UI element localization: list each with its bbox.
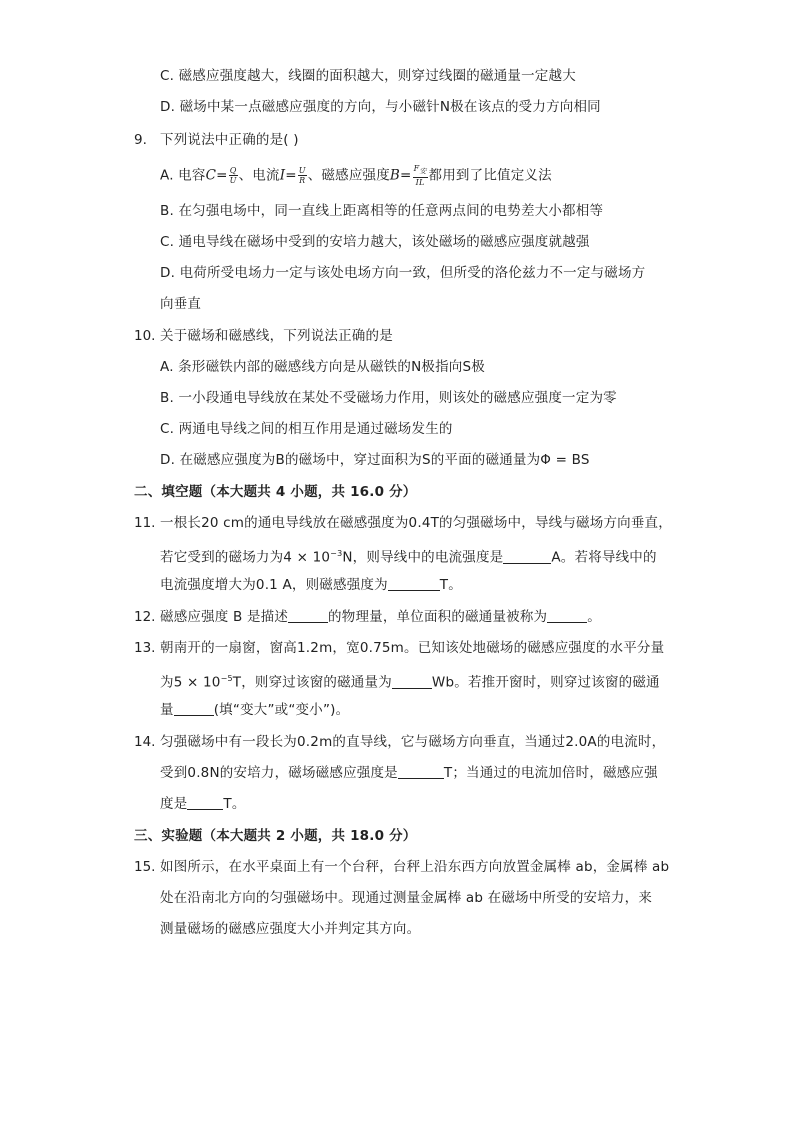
q14-line3-a: 度是 [160, 796, 188, 812]
q11-blank-1[interactable] [503, 549, 551, 564]
q13-line2-a: 为5 × 10 [160, 674, 221, 691]
q13-blank-1[interactable] [392, 674, 432, 689]
q14-blank-1[interactable] [398, 764, 444, 779]
q14-line3 [160, 794, 246, 814]
q10-option-b: B. 一小段通电导线放在某处不受磁场力作用，则该处的磁感应强度一定为零 [160, 390, 617, 406]
q12-blank-2[interactable] [547, 608, 587, 623]
q14-number: 14. [134, 734, 156, 750]
section-fill-in-heading: 二、填空题（本大题共 4 小题，共 16.0 分） [134, 484, 417, 500]
q9-option-c: C. 通电导线在磁场中受到的安培力越大，该处磁场的磁感应强度就越强 [160, 234, 590, 250]
fraction-u-over-r: $\frac{U}{R}$ [298, 165, 306, 185]
q10-option-c: C. 两通电导线之间的相互作用是通过磁场发生的 [160, 421, 453, 437]
q11-number: 11. [134, 515, 156, 531]
q9-option-a: A. 电容C= $\frac{Q}{U}$ 、电流I= $\frac{U}{R}$ 、磁感应强度B= $\frac{F_安}{IL}$ 都用到了比值定义法 [160, 164, 552, 187]
q14-blank-2[interactable] [187, 795, 223, 810]
q11-line3-a: 电流强度增大为0.1 A，则磁感强度为 [160, 577, 388, 593]
q15-number: 15. [134, 859, 156, 875]
q13-line1: 朝南开的一扇窗，窗高1.2m，宽0.75m。已知该处地磁场的磁感应强度的水平分量 [160, 640, 665, 656]
q13-line2 [160, 669, 660, 693]
q14-line2-a: 受到0.8N的安培力，磁场磁感应强度是 [160, 765, 398, 781]
q8-option-d: D. 磁场中某一点磁感应强度的方向，与小磁针N极在该点的受力方向相同 [160, 99, 601, 115]
q9-option-a-prefix: A. 电容 [160, 167, 206, 184]
q14-line1: 匀强磁场中有一段长为0.2m的直导线，它与磁场方向垂直，当通过2.0A的电流时， [160, 734, 666, 750]
q9-option-b: B. 在匀强电场中，同一直线上距离相等的任意两点间的电势差大小都相等 [160, 203, 604, 219]
q11-exponent: −3 [330, 549, 343, 558]
q9-number: 9. [134, 132, 147, 148]
q13-exponent: −5 [220, 674, 233, 683]
q12-number: 12. [134, 609, 156, 625]
q14-line2-b: T；当通过的电流加倍时，磁感应强 [443, 765, 658, 781]
section-experiment-heading: 三、实验题（本大题共 2 小题，共 18.0 分） [134, 828, 417, 844]
q11-line2-c: A。若将导线中的 [551, 549, 657, 566]
q12-part-c: 。 [587, 609, 601, 625]
q15-line2: 处在沿南北方向的匀强磁场中。现通过测量金属棒 ab 在磁场中所受的安培力，来 [160, 890, 653, 906]
q11-line2-a: 若它受到的磁场力为4 × 10 [160, 549, 331, 566]
q13-line2-c: Wb。若推开窗时，则穿过该窗的磁通 [431, 674, 660, 691]
q15-line1: 如图所示，在水平桌面上有一个台秤，台秤上沿东西方向放置金属棒 ab，金属棒 ab [160, 859, 670, 875]
q12-text [160, 607, 601, 627]
q11-line2 [160, 544, 657, 568]
q13-line3-b: (填“变大”或“变小”)。 [213, 702, 350, 718]
q12-part-b: 的物理量，单位面积的磁通量被称为 [328, 609, 548, 625]
q9-option-d-line1: D. 电荷所受电场力一定与该处电场方向一致，但所受的洛伦兹力不一定与磁场方 [160, 265, 646, 281]
q11-line3 [160, 575, 462, 595]
q11-blank-2[interactable] [388, 576, 440, 591]
fraction-f-over-il: $\frac{F_安}{IL}$ [413, 164, 427, 187]
q13-line2-b: T，则穿过该窗的磁通量为 [232, 674, 392, 691]
q10-stem: 关于磁场和磁感线，下列说法正确的是 [160, 328, 393, 344]
q9-option-a-suffix: 都用到了比值定义法 [428, 167, 552, 184]
q8-option-c: C. 磁感应强度越大，线圈的面积越大，则穿过线圈的磁通量一定越大 [160, 68, 576, 84]
q15-line3: 测量磁场的磁感应强度大小并判定其方向。 [160, 921, 421, 937]
q14-line3-b: T。 [223, 796, 246, 812]
q11-line3-b: T。 [439, 577, 462, 593]
q13-number: 13. [134, 640, 156, 656]
q13-line3 [160, 700, 349, 720]
q13-blank-2[interactable] [174, 701, 214, 716]
q10-option-a: A. 条形磁铁内部的磁感线方向是从磁铁的N极指向S极 [160, 359, 485, 375]
q11-line1: 一根长20 cm的通电导线放在磁感强度为0.4T的匀强磁场中，导线与磁场方向垂直， [160, 515, 672, 531]
q9-stem: 下列说法中正确的是( ) [160, 132, 299, 148]
q10-number: 10. [134, 328, 156, 344]
fraction-q-over-u: $\frac{Q}{U}$ [229, 165, 237, 185]
q13-line3-a: 量 [160, 702, 174, 718]
q10-option-d: D. 在磁感应强度为B的磁场中，穿过面积为S的平面的磁通量为Φ = BS [160, 452, 590, 468]
q9-option-a-mid1: 、电流 [238, 167, 280, 184]
q14-line2 [160, 763, 658, 783]
q9-option-a-mid2: 、磁感应强度 [307, 167, 390, 184]
q9-option-d-line2: 向垂直 [160, 296, 202, 312]
q12-part-a: 磁感应强度 B 是描述 [160, 609, 289, 625]
q12-blank-1[interactable] [288, 608, 328, 623]
q11-line2-b: N，则导线中的电流强度是 [342, 549, 504, 566]
